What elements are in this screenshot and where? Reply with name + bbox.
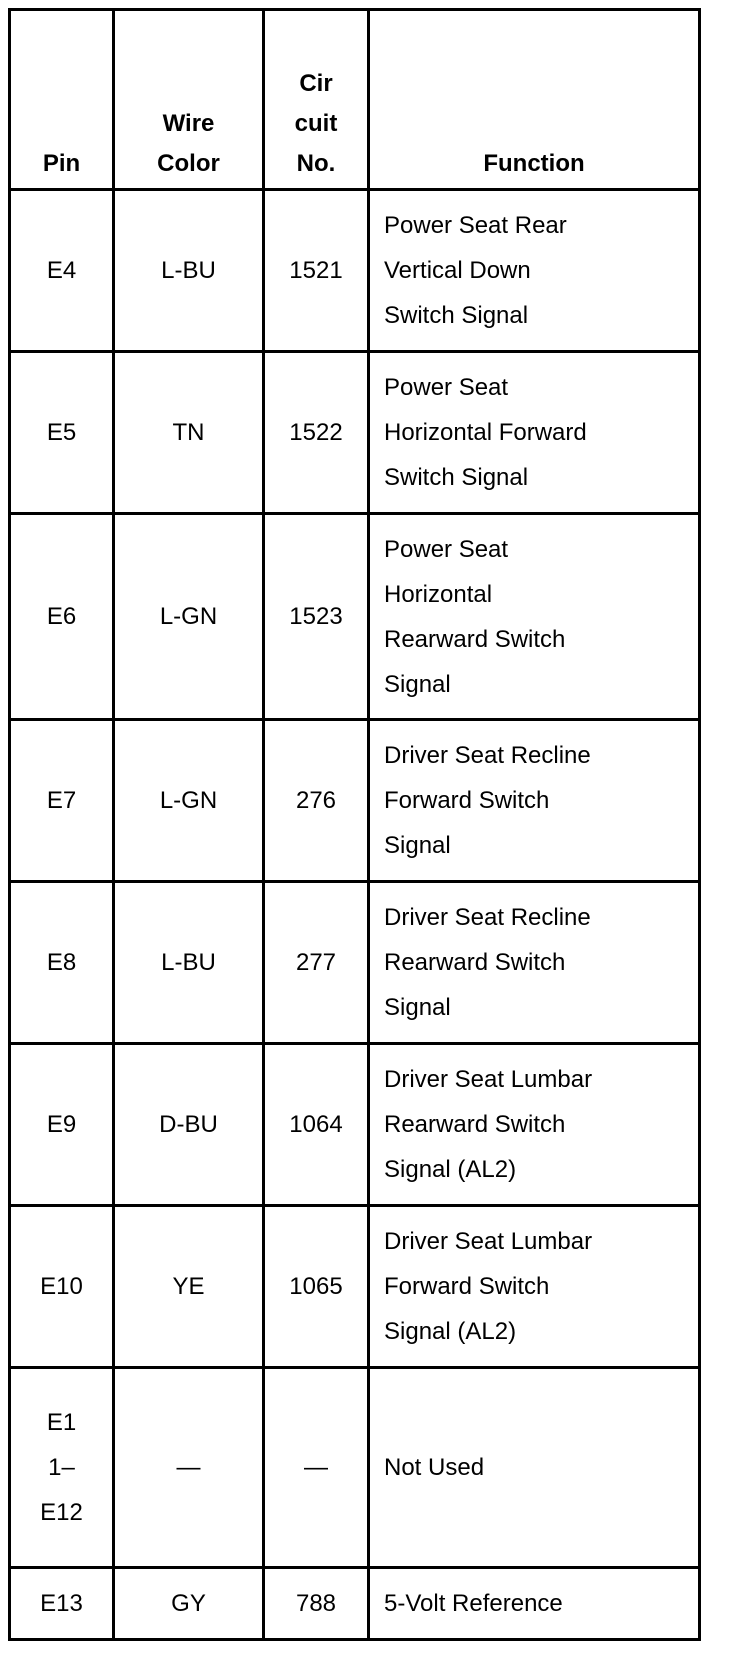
cell-function: Driver Seat Recline Rearward Switch Signal	[369, 882, 700, 1044]
cell-function: Power Seat Horizontal Rearward Switch Signal	[369, 514, 700, 720]
table-row	[10, 1206, 700, 1368]
table-row	[10, 1568, 700, 1640]
cell-pin: E5	[10, 352, 114, 514]
cell-function: Power Seat Horizontal Forward Switch Signal	[369, 352, 700, 514]
header-function: Function	[369, 10, 700, 190]
cell-pin: E9	[10, 1044, 114, 1206]
cell-pin: E10	[10, 1206, 114, 1368]
cell-circuit: 1065	[264, 1206, 369, 1368]
table-row	[10, 514, 700, 720]
table-row	[10, 1368, 700, 1568]
cell-wire-color: YE	[114, 1206, 264, 1368]
cell-circuit: 276	[264, 720, 369, 882]
header-pin: Pin	[10, 10, 114, 190]
cell-wire-color: TN	[114, 352, 264, 514]
table-row	[10, 1044, 700, 1206]
table-row	[10, 352, 700, 514]
cell-function: Driver Seat Recline Forward Switch Signal	[369, 720, 700, 882]
cell-circuit: —	[264, 1368, 369, 1568]
header-wire-color: Wire Color	[114, 10, 264, 190]
cell-function: Driver Seat Lumbar Forward Switch Signal (AL2)	[369, 1206, 700, 1368]
cell-wire-color: L-GN	[114, 720, 264, 882]
table-row	[10, 882, 700, 1044]
cell-wire-color: L-GN	[114, 514, 264, 720]
cell-circuit: 277	[264, 882, 369, 1044]
connector-pinout-table	[8, 8, 701, 1641]
cell-circuit: 1522	[264, 352, 369, 514]
cell-pin: E6	[10, 514, 114, 720]
cell-function: 5-Volt Reference	[369, 1568, 700, 1640]
cell-circuit: 1523	[264, 514, 369, 720]
cell-pin: E8	[10, 882, 114, 1044]
header-circuit-no: Cir cuit No.	[264, 10, 369, 190]
cell-wire-color: —	[114, 1368, 264, 1568]
cell-wire-color: L-BU	[114, 882, 264, 1044]
cell-pin: E13	[10, 1568, 114, 1640]
cell-pin: E7	[10, 720, 114, 882]
cell-pin: E1 1– E12	[10, 1368, 114, 1568]
cell-function: Not Used	[369, 1368, 700, 1568]
header-row	[10, 10, 700, 190]
cell-circuit: 788	[264, 1568, 369, 1640]
cell-wire-color: GY	[114, 1568, 264, 1640]
table-row	[10, 720, 700, 882]
cell-function: Driver Seat Lumbar Rearward Switch Signal (AL2)	[369, 1044, 700, 1206]
cell-wire-color: L-BU	[114, 190, 264, 352]
cell-pin: E4	[10, 190, 114, 352]
cell-circuit: 1064	[264, 1044, 369, 1206]
cell-function: Power Seat Rear Vertical Down Switch Signal	[369, 190, 700, 352]
table-row	[10, 190, 700, 352]
cell-wire-color: D-BU	[114, 1044, 264, 1206]
cell-circuit: 1521	[264, 190, 369, 352]
